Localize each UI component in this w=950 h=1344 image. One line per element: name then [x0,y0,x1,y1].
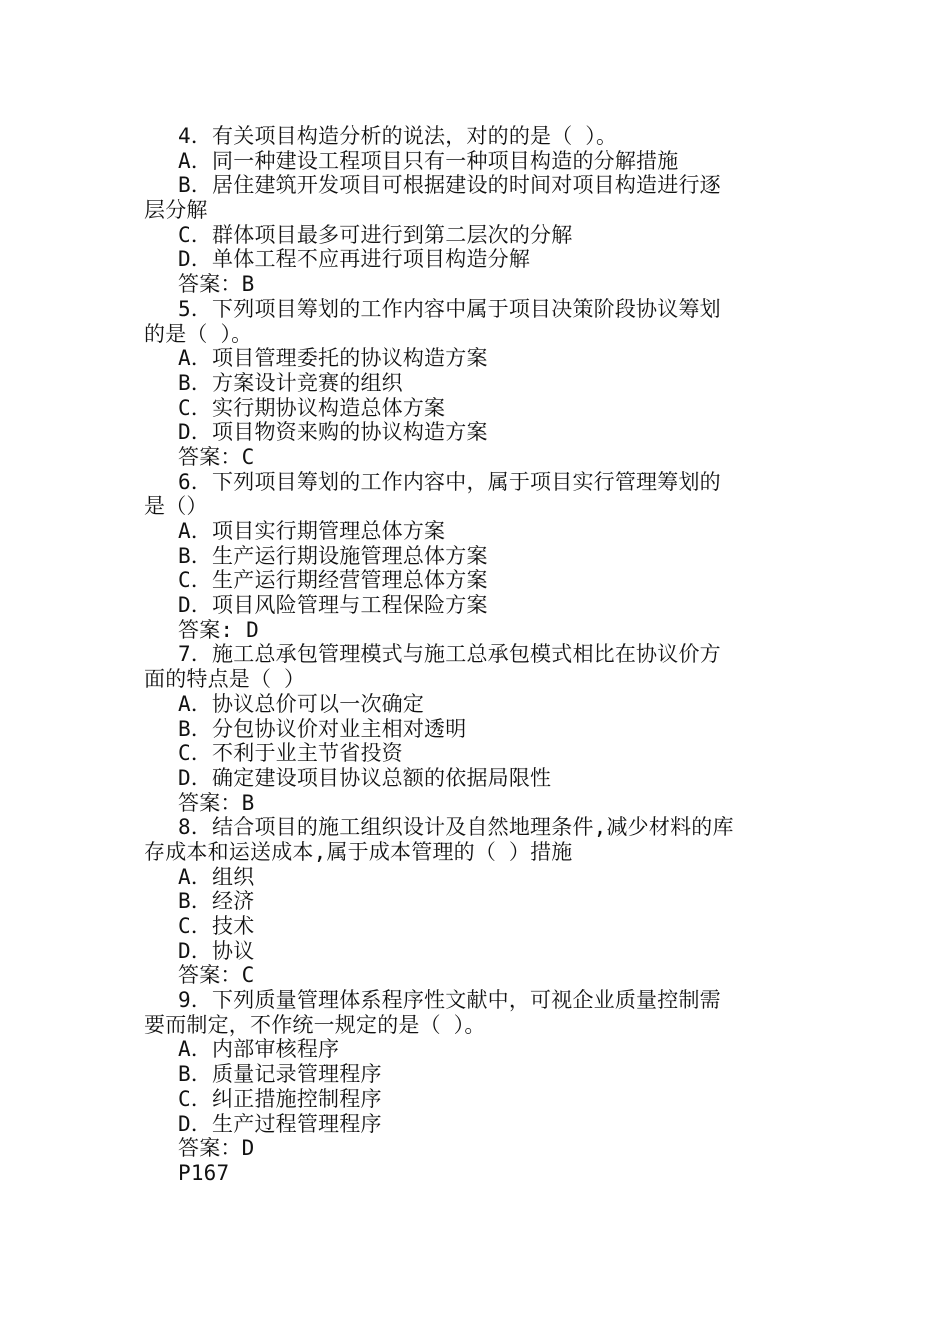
option-b: B．居住建筑开发项目可根据建设的时间对项目构造进行逐 [178,173,721,198]
question-stem-continuation: 要而制定，不作统一规定的是（ ）。 [144,1012,486,1037]
option-d: D．项目风险管理与工程保险方案 [178,593,488,618]
document-page [144,124,808,1186]
answer: 答案: D [178,617,259,642]
question-stem-continuation: 面的特点是（ ） [144,667,306,692]
question-5 [144,297,808,470]
option-d: D．单体工程不应再进行项目构造分解 [178,247,531,272]
option-c: C．生产运行期经营管理总体方案 [178,568,488,593]
question-4 [144,124,808,297]
question-stem: 8．结合项目的施工组织设计及自然地理条件,减少材料的库 [178,815,734,840]
question-9 [144,988,808,1161]
option-c: C．实行期协议构造总体方案 [178,395,446,420]
option-c: C．群体项目最多可进行到第二层次的分解 [178,222,573,247]
answer: 答案：C [178,444,255,469]
option-b: B．生产运行期设施管理总体方案 [178,543,488,568]
option-d: D．协议 [178,938,255,963]
option-a: A．协议总价可以一次确定 [178,691,425,716]
question-stem: 9．下列质量管理体系程序性文献中，可视企业质量控制需 [178,988,721,1013]
option-d: D．项目物资来购的协议构造方案 [178,420,488,445]
answer: 答案：D [178,1136,255,1161]
question-stem: 7．施工总承包管理模式与施工总承包模式相比在协议价方 [178,642,721,667]
answer: 答案：C [178,963,255,988]
option-b: B．质量记录管理程序 [178,1062,382,1087]
page-reference: P167 [178,1160,230,1185]
option-c: C．纠正措施控制程序 [178,1086,382,1111]
option-a: A．内部审核程序 [178,1037,340,1062]
question-stem-continuation: 存成本和运送成本,属于成本管理的（ ）措施 [144,839,573,864]
question-6 [144,470,808,643]
option-c: C．不利于业主节省投资 [178,741,403,766]
question-stem: 6．下列项目筹划的工作内容中，属于项目实行管理筹划的 [178,469,721,494]
option-a: A．项目管理委托的协议构造方案 [178,346,488,371]
option-b: B．经济 [178,889,255,914]
option-d: D．确定建设项目协议总额的依据局限性 [178,765,552,790]
option-b: B．分包协议价对业主相对透明 [178,716,467,741]
question-8 [144,815,808,988]
option-a: A．项目实行期管理总体方案 [178,519,446,543]
question-stem-continuation: 是（） [144,494,208,519]
question-stem-continuation: 的是（ ）。 [144,321,253,346]
answer: 答案：B [178,790,255,815]
question-stem: 4．有关项目构造分析的说法，对的的是（ ）。 [178,124,618,148]
option-a: A．同一种建设工程项目只有一种项目构造的分解措施 [178,148,679,173]
option-a: A．组织 [178,864,255,889]
option-b: B．方案设计竞赛的组织 [178,370,403,395]
option-d: D．生产过程管理程序 [178,1111,382,1136]
question-stem: 5．下列项目筹划的工作内容中属于项目决策阶段协议筹划 [178,296,721,321]
option-b-continuation: 层分解 [144,198,208,223]
answer: 答案：B [178,272,255,297]
question-7 [144,642,808,815]
option-c: C．技术 [178,914,255,938]
